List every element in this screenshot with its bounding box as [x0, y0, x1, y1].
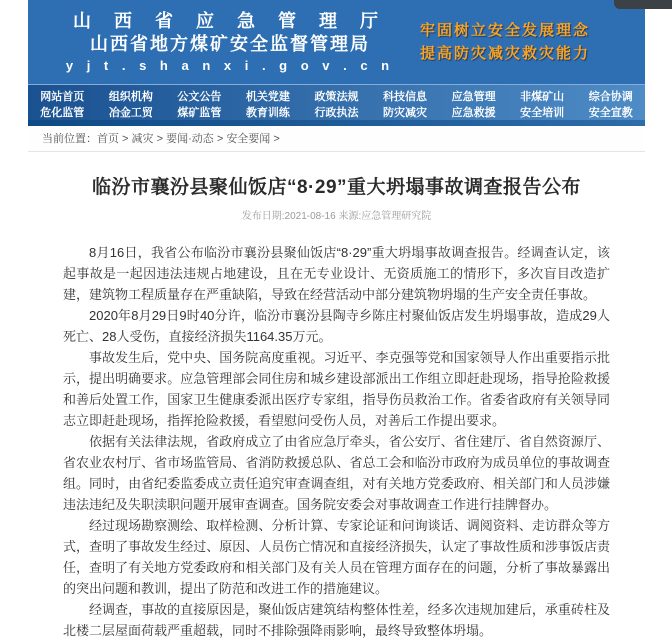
nav-item[interactable]: 安全培训: [520, 107, 565, 119]
org-name-line1: 山 西 省 应 急 管 理 厅: [72, 10, 387, 31]
nav-item[interactable]: 网站首页: [40, 91, 85, 103]
nav-item[interactable]: 非煤矿山: [520, 91, 565, 103]
article-body: [63, 242, 610, 641]
breadcrumb-link[interactable]: 安全要闻: [226, 133, 271, 145]
breadcrumb-item: [166, 133, 226, 145]
browser-chrome-artifact: [614, 0, 672, 9]
article-paragraph: 依据有关法律法规，省政府成立了由省应急厅牵头，省公安厅、省住建厅、省自然资源厅、省农业农村厅、省市场监管局、省消防救援总队、省总工会和临汾市政府为成员单位的事故调查组。同时，由省纪委监委成立责任追究审查调查组，对有关地方党委政府、相关部门和人员涉嫌违法违纪及失职渎职问题开展审查调查。国务院安委会对事故调查工作进行挂牌督办。: [63, 434, 610, 512]
site-header: [28, 0, 645, 84]
site-slogan: [420, 19, 590, 65]
article-paragraph: 经调查，事故的直接原因是，聚仙饭店建筑结构整体性差，经多次违规加建后，承重砖柱及北楼二层屋面荷载严重超载，同时不排除强降雨影响，最终导致整体坍塌。: [63, 602, 610, 638]
nav-item[interactable]: 安全宣教: [588, 107, 633, 119]
breadcrumb-label: 当前位置：: [42, 133, 97, 145]
org-name-line2: 山西省地方煤矿安全监督管理局: [90, 33, 370, 54]
nav-row-1: [28, 88, 645, 104]
nav-item[interactable]: 政策法规: [314, 91, 359, 103]
breadcrumb-separator: >: [153, 133, 167, 145]
nav-item[interactable]: 应急救援: [451, 107, 496, 119]
nav-item[interactable]: 综合协调: [588, 91, 633, 103]
nav-item[interactable]: 机关党建: [245, 91, 290, 103]
breadcrumb-link[interactable]: 首页: [97, 133, 119, 145]
nav-item[interactable]: 应急管理: [451, 91, 496, 103]
main-nav: [28, 84, 645, 126]
article-paragraph: 事故发生后，党中央、国务院高度重视。习近平、李克强等党和国家领导人作出重要指示批示，提出明确要求。应急管理部会同住房和城乡建设部派出工作组立即赶赴现场，指导抢险救援和善后处置工作，国家卫生健康委派出医疗专家组，指导伤员救治工作。省委省政府有关领导同志立即赶赴现场，指挥抢险救援，看望慰问受伤人员，对善后工作提出要求。: [63, 350, 610, 428]
breadcrumb-link[interactable]: 减灾: [131, 133, 154, 145]
breadcrumb-separator: >: [213, 133, 227, 145]
breadcrumb-separator: >: [270, 133, 280, 145]
site-domain: y j t . s h a n x i . g o v . c n: [65, 57, 395, 73]
breadcrumb-item: [132, 133, 167, 145]
breadcrumb-link[interactable]: 要闻·动态: [166, 133, 214, 145]
article: [28, 152, 645, 641]
breadcrumb-item: [226, 133, 279, 145]
breadcrumb: [28, 126, 645, 152]
article-paragraph: 8月16日，我省公布临汾市襄汾县聚仙饭店“8·29”重大坍塌事故调查报告。经调查认定，该起事故是一起因违法违规占地建设，且在无专业设计、无资质施工的情形下，多次盲目改造扩建，建筑物工程质量存在严重缺陷，导致在经营活动中部分建筑物坍塌的生产安全责任事故。: [63, 245, 610, 302]
breadcrumb-separator: >: [119, 133, 132, 145]
page-container: [28, 0, 645, 641]
nav-item[interactable]: 防灾减灾: [383, 107, 428, 119]
article-meta: 发布日期:2021-08-16 来源:应急管理研究院: [241, 211, 432, 222]
article-paragraph: 2020年8月29日9时40分许，临汾市襄汾县陶寺乡陈庄村聚仙饭店发生坍塌事故，造成29人死亡、28人受伤，直接经济损失1164.35万元。: [63, 308, 610, 344]
nav-item[interactable]: 冶金工贸: [108, 107, 153, 119]
nav-item[interactable]: 行政执法: [314, 107, 359, 119]
article-title: 临汾市襄汾县聚仙饭店“8·29”重大坍塌事故调查报告公布: [91, 177, 582, 198]
nav-item[interactable]: 组织机构: [108, 91, 153, 103]
slogan-line2: 提高防灾减灾救灾能力: [420, 45, 591, 62]
article-paragraph: 经过现场勘察测绘、取样检测、分析计算、专家论证和问询谈话、调阅资料、走访群众等方式，查明了事故发生经过、原因、人员伤亡情况和直接经济损失，认定了事故性质和涉事饭店责任，查明了有关地方党委政府和相关部门及有关人员在管理方面存在的问题，分析了事故暴露出的突出问题和教训，提出了防范和改进工作的措施建议。: [63, 518, 610, 596]
nav-item[interactable]: 科技信息: [383, 91, 428, 103]
nav-item[interactable]: 教育训练: [245, 107, 290, 119]
slogan-line1: 牢固树立安全发展理念: [420, 22, 591, 39]
nav-item[interactable]: 危化监管: [40, 107, 85, 119]
breadcrumb-items: [97, 133, 280, 145]
site-logo-block: [54, 9, 406, 76]
breadcrumb-item: [97, 133, 132, 145]
nav-row-2: [28, 104, 645, 120]
nav-item[interactable]: 公文公告: [177, 91, 222, 103]
nav-item[interactable]: 煤矿监管: [177, 107, 222, 119]
